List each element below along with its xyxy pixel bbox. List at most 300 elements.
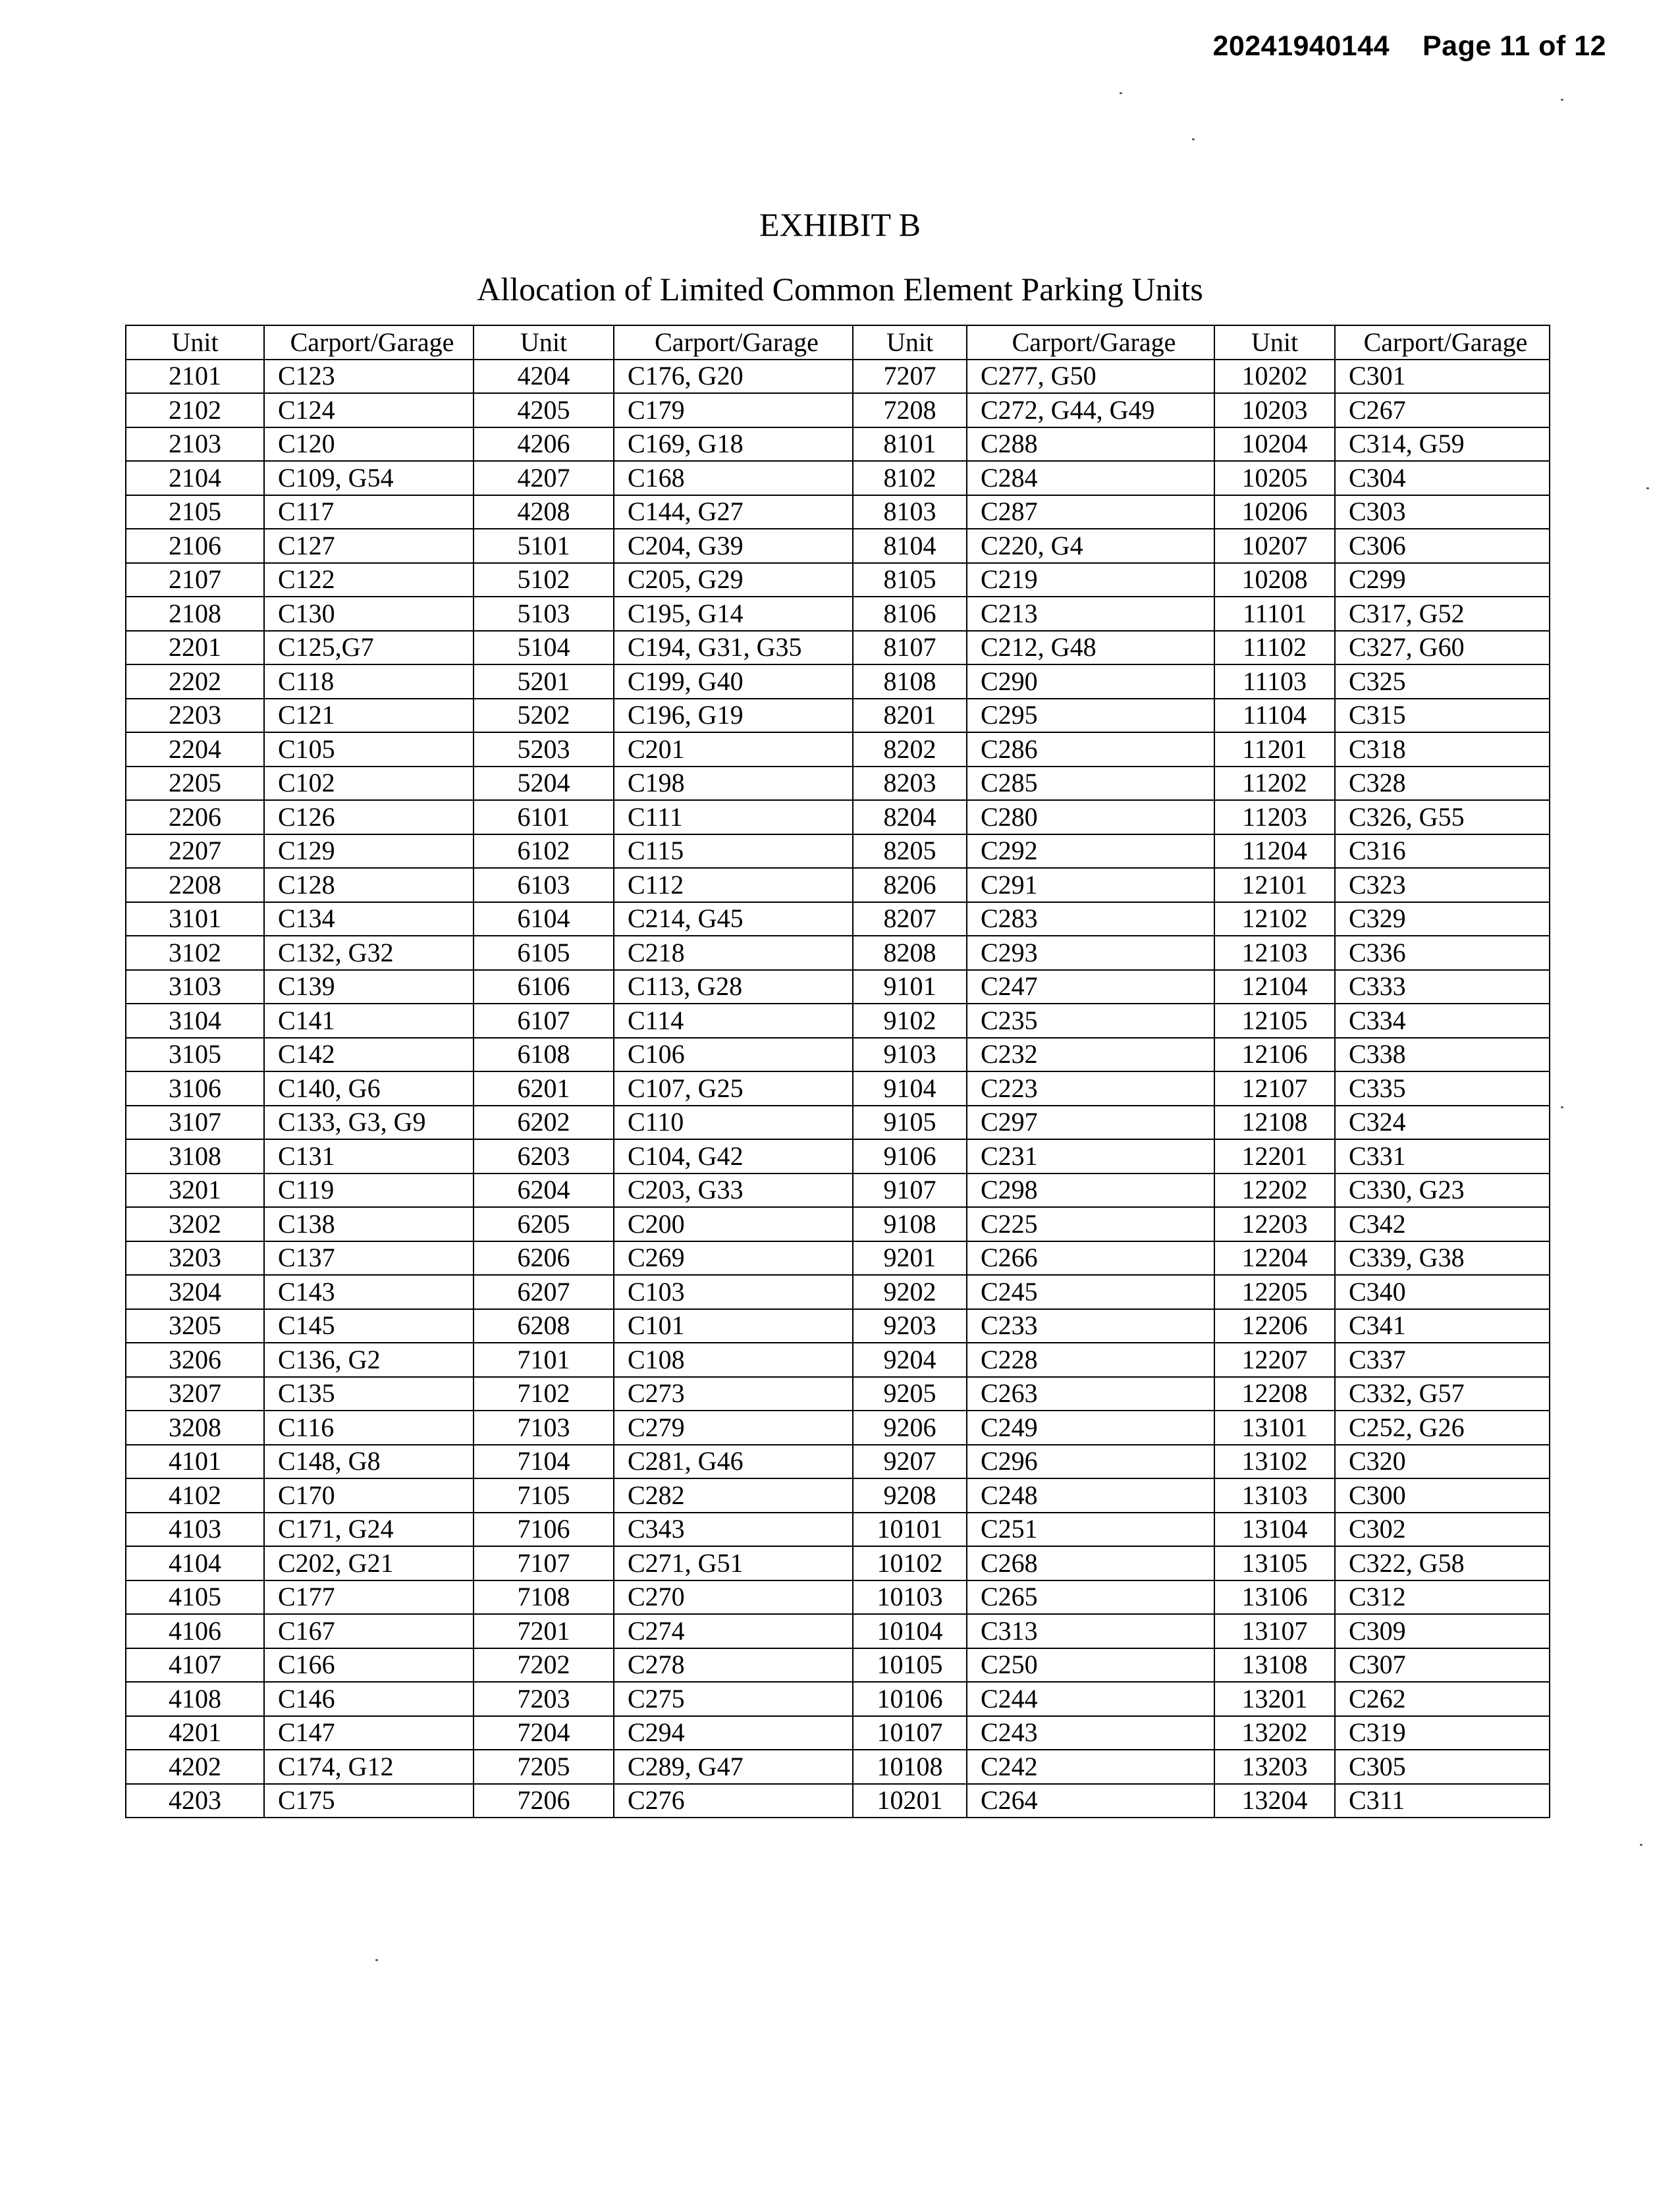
carport-garage-cell: C132, G32 (264, 936, 474, 970)
unit-cell: 8208 (853, 936, 967, 970)
table-row (126, 1411, 1550, 1445)
carport-garage-cell: C143 (264, 1275, 474, 1309)
carport-garage-cell: C116 (264, 1411, 474, 1445)
table-row (126, 1207, 1550, 1241)
unit-cell: 6206 (474, 1241, 614, 1276)
unit-cell: 11203 (1214, 800, 1335, 834)
table-body (126, 360, 1550, 1818)
unit-cell: 4202 (126, 1750, 264, 1784)
unit-cell: 12104 (1214, 970, 1335, 1004)
table-row (126, 1071, 1550, 1106)
unit-cell: 8205 (853, 834, 967, 869)
unit-cell: 11101 (1214, 597, 1335, 631)
unit-cell: 6106 (474, 970, 614, 1004)
unit-cell: 8204 (853, 800, 967, 834)
carport-garage-cell: C126 (264, 800, 474, 834)
unit-cell: 4204 (474, 360, 614, 394)
unit-cell: 3102 (126, 936, 264, 970)
unit-cell: 12203 (1214, 1207, 1335, 1241)
carport-garage-cell: C174, G12 (264, 1750, 474, 1784)
unit-cell: 4208 (474, 495, 614, 529)
carport-garage-cell: C225 (967, 1207, 1214, 1241)
column-header: Carport/Garage (967, 325, 1214, 360)
carport-garage-cell: C195, G14 (614, 597, 853, 631)
unit-cell: 3206 (126, 1343, 264, 1377)
unit-cell: 7201 (474, 1614, 614, 1648)
unit-cell: 11202 (1214, 767, 1335, 801)
table-row (126, 1580, 1550, 1615)
carport-garage-cell: C342 (1335, 1207, 1550, 1241)
carport-garage-cell: C218 (614, 936, 853, 970)
table-row (126, 970, 1550, 1004)
carport-garage-cell: C263 (967, 1377, 1214, 1411)
carport-garage-cell: C213 (967, 597, 1214, 631)
unit-cell: 2108 (126, 597, 264, 631)
carport-garage-cell: C141 (264, 1004, 474, 1038)
carport-garage-cell: C111 (614, 800, 853, 834)
unit-cell: 10205 (1214, 461, 1335, 495)
carport-garage-cell: C121 (264, 699, 474, 733)
unit-cell: 10107 (853, 1716, 967, 1750)
carport-garage-cell: C289, G47 (614, 1750, 853, 1784)
unit-cell: 10105 (853, 1648, 967, 1683)
unit-cell: 2107 (126, 563, 264, 597)
unit-cell: 4104 (126, 1546, 264, 1580)
carport-garage-cell: C167 (264, 1614, 474, 1648)
unit-cell: 4203 (126, 1784, 264, 1818)
carport-garage-cell: C333 (1335, 970, 1550, 1004)
unit-cell: 6205 (474, 1207, 614, 1241)
carport-garage-cell: C296 (967, 1445, 1214, 1479)
column-header: Unit (126, 325, 264, 360)
column-header: Carport/Garage (1335, 325, 1550, 360)
unit-cell: 7101 (474, 1343, 614, 1377)
carport-garage-cell: C327, G60 (1335, 631, 1550, 665)
carport-garage-cell: C274 (614, 1614, 853, 1648)
unit-cell: 12101 (1214, 868, 1335, 902)
carport-garage-cell: C245 (967, 1275, 1214, 1309)
unit-cell: 4207 (474, 461, 614, 495)
table-row (126, 1038, 1550, 1072)
unit-cell: 9202 (853, 1275, 967, 1309)
unit-cell: 9102 (853, 1004, 967, 1038)
column-header: Unit (1214, 325, 1335, 360)
carport-garage-cell: C109, G54 (264, 461, 474, 495)
carport-garage-cell: C124 (264, 393, 474, 427)
carport-garage-cell: C247 (967, 970, 1214, 1004)
carport-garage-cell: C251 (967, 1513, 1214, 1547)
carport-garage-cell: C175 (264, 1784, 474, 1818)
carport-garage-cell: C146 (264, 1682, 474, 1716)
unit-cell: 6207 (474, 1275, 614, 1309)
unit-cell: 10201 (853, 1784, 967, 1818)
carport-garage-cell: C103 (614, 1275, 853, 1309)
carport-garage-cell: C135 (264, 1377, 474, 1411)
unit-cell: 4106 (126, 1614, 264, 1648)
unit-cell: 10207 (1214, 529, 1335, 563)
unit-cell: 6208 (474, 1309, 614, 1343)
unit-cell: 13204 (1214, 1784, 1335, 1818)
scan-speck (1192, 138, 1195, 140)
carport-garage-cell: C302 (1335, 1513, 1550, 1547)
carport-garage-cell: C244 (967, 1682, 1214, 1716)
carport-garage-cell: C335 (1335, 1071, 1550, 1106)
unit-cell: 4205 (474, 393, 614, 427)
carport-garage-cell: C243 (967, 1716, 1214, 1750)
exhibit-subtitle: Allocation of Limited Common Element Parking Units (477, 271, 1203, 308)
carport-garage-cell: C268 (967, 1546, 1214, 1580)
carport-garage-cell: C312 (1335, 1580, 1550, 1615)
unit-cell: 3104 (126, 1004, 264, 1038)
carport-garage-cell: C293 (967, 936, 1214, 970)
unit-cell: 2207 (126, 834, 264, 869)
unit-cell: 8106 (853, 597, 967, 631)
carport-garage-cell: C334 (1335, 1004, 1550, 1038)
table-row (126, 1750, 1550, 1784)
column-header: Unit (853, 325, 967, 360)
unit-cell: 13108 (1214, 1648, 1335, 1683)
carport-garage-cell: C136, G2 (264, 1343, 474, 1377)
table-row (126, 631, 1550, 665)
carport-garage-cell: C287 (967, 495, 1214, 529)
carport-garage-cell: C142 (264, 1038, 474, 1072)
carport-garage-cell: C107, G25 (614, 1071, 853, 1106)
carport-garage-cell: C127 (264, 529, 474, 563)
carport-garage-cell: C248 (967, 1478, 1214, 1513)
unit-cell: 2202 (126, 664, 264, 699)
table-row (126, 1478, 1550, 1513)
unit-cell: 7203 (474, 1682, 614, 1716)
carport-garage-cell: C337 (1335, 1343, 1550, 1377)
carport-garage-cell: C328 (1335, 767, 1550, 801)
unit-cell: 6102 (474, 834, 614, 869)
carport-garage-cell: C122 (264, 563, 474, 597)
carport-garage-cell: C278 (614, 1648, 853, 1683)
carport-garage-cell: C102 (264, 767, 474, 801)
document-stamp (1212, 30, 1606, 63)
unit-cell: 8105 (853, 563, 967, 597)
table-row (126, 1106, 1550, 1140)
unit-cell: 7205 (474, 1750, 614, 1784)
carport-garage-cell: C277, G50 (967, 360, 1214, 394)
unit-cell: 7104 (474, 1445, 614, 1479)
carport-garage-cell: C219 (967, 563, 1214, 597)
unit-cell: 10106 (853, 1682, 967, 1716)
unit-cell: 6104 (474, 902, 614, 936)
scan-speck (1120, 92, 1122, 94)
carport-garage-cell: C341 (1335, 1309, 1550, 1343)
unit-cell: 9205 (853, 1377, 967, 1411)
carport-garage-cell: C119 (264, 1173, 474, 1208)
unit-cell: 5201 (474, 664, 614, 699)
table-row (126, 664, 1550, 699)
carport-garage-cell: C179 (614, 393, 853, 427)
unit-cell: 3205 (126, 1309, 264, 1343)
carport-garage-cell: C101 (614, 1309, 853, 1343)
unit-cell: 9208 (853, 1478, 967, 1513)
carport-garage-cell: C110 (614, 1106, 853, 1140)
carport-garage-cell: C228 (967, 1343, 1214, 1377)
table-row (126, 495, 1550, 529)
carport-garage-cell: C104, G42 (614, 1139, 853, 1173)
unit-cell: 10202 (1214, 360, 1335, 394)
unit-cell: 13102 (1214, 1445, 1335, 1479)
unit-cell: 11104 (1214, 699, 1335, 733)
unit-cell: 3202 (126, 1207, 264, 1241)
carport-garage-cell: C177 (264, 1580, 474, 1615)
table-row (126, 427, 1550, 462)
unit-cell: 3201 (126, 1173, 264, 1208)
carport-garage-cell: C311 (1335, 1784, 1550, 1818)
unit-cell: 10204 (1214, 427, 1335, 462)
unit-cell: 12207 (1214, 1343, 1335, 1377)
parking-allocation-table (125, 325, 1550, 1818)
carport-garage-cell: C200 (614, 1207, 853, 1241)
carport-garage-cell: C339, G38 (1335, 1241, 1550, 1276)
carport-garage-cell: C170 (264, 1478, 474, 1513)
unit-cell: 13104 (1214, 1513, 1335, 1547)
unit-cell: 9103 (853, 1038, 967, 1072)
carport-garage-cell: C194, G31, G35 (614, 631, 853, 665)
scan-speck (1646, 487, 1649, 489)
unit-cell: 3106 (126, 1071, 264, 1106)
unit-cell: 12204 (1214, 1241, 1335, 1276)
unit-cell: 8101 (853, 427, 967, 462)
carport-garage-cell: C115 (614, 834, 853, 869)
unit-cell: 7105 (474, 1478, 614, 1513)
unit-cell: 3101 (126, 902, 264, 936)
carport-garage-cell: C166 (264, 1648, 474, 1683)
column-header: Carport/Garage (614, 325, 853, 360)
carport-garage-cell: C262 (1335, 1682, 1550, 1716)
table-row (126, 834, 1550, 869)
carport-garage-cell: C316 (1335, 834, 1550, 869)
carport-garage-cell: C220, G4 (967, 529, 1214, 563)
unit-cell: 7202 (474, 1648, 614, 1683)
unit-cell: 7207 (853, 360, 967, 394)
unit-cell: 12208 (1214, 1377, 1335, 1411)
unit-cell: 8104 (853, 529, 967, 563)
carport-garage-cell: C130 (264, 597, 474, 631)
carport-garage-cell: C306 (1335, 529, 1550, 563)
carport-garage-cell: C169, G18 (614, 427, 853, 462)
carport-garage-cell: C286 (967, 732, 1214, 767)
column-header: Carport/Garage (264, 325, 474, 360)
carport-garage-cell: C288 (967, 427, 1214, 462)
table-row (126, 1377, 1550, 1411)
unit-cell: 2103 (126, 427, 264, 462)
unit-cell: 13107 (1214, 1614, 1335, 1648)
unit-cell: 13201 (1214, 1682, 1335, 1716)
unit-cell: 9107 (853, 1173, 967, 1208)
unit-cell: 4105 (126, 1580, 264, 1615)
unit-cell: 3103 (126, 970, 264, 1004)
carport-garage-cell: C294 (614, 1716, 853, 1750)
unit-cell: 12102 (1214, 902, 1335, 936)
unit-cell: 6202 (474, 1106, 614, 1140)
carport-garage-cell: C292 (967, 834, 1214, 869)
unit-cell: 3105 (126, 1038, 264, 1072)
table-row (126, 936, 1550, 970)
carport-garage-cell: C112 (614, 868, 853, 902)
unit-cell: 2106 (126, 529, 264, 563)
scan-speck (1561, 1106, 1563, 1108)
carport-garage-cell: C283 (967, 902, 1214, 936)
table-row (126, 563, 1550, 597)
carport-garage-cell: C123 (264, 360, 474, 394)
unit-cell: 2105 (126, 495, 264, 529)
carport-garage-cell: C249 (967, 1411, 1214, 1445)
unit-cell: 9207 (853, 1445, 967, 1479)
unit-cell: 7103 (474, 1411, 614, 1445)
unit-cell: 13202 (1214, 1716, 1335, 1750)
carport-garage-cell: C117 (264, 495, 474, 529)
unit-cell: 12107 (1214, 1071, 1335, 1106)
carport-garage-cell: C325 (1335, 664, 1550, 699)
carport-garage-cell: C147 (264, 1716, 474, 1750)
unit-cell: 5202 (474, 699, 614, 733)
carport-garage-cell: C317, G52 (1335, 597, 1550, 631)
unit-cell: 7102 (474, 1377, 614, 1411)
carport-garage-cell: C272, G44, G49 (967, 393, 1214, 427)
table-row (126, 1445, 1550, 1479)
unit-cell: 9206 (853, 1411, 967, 1445)
column-header: Unit (474, 325, 614, 360)
table-row (126, 732, 1550, 767)
carport-garage-cell: C322, G58 (1335, 1546, 1550, 1580)
unit-cell: 9204 (853, 1343, 967, 1377)
carport-garage-cell: C275 (614, 1682, 853, 1716)
table-row (126, 1648, 1550, 1683)
carport-garage-cell: C114 (614, 1004, 853, 1038)
unit-cell: 7206 (474, 1784, 614, 1818)
table-row (126, 699, 1550, 733)
carport-garage-cell: C266 (967, 1241, 1214, 1276)
unit-cell: 8107 (853, 631, 967, 665)
carport-garage-cell: C198 (614, 767, 853, 801)
document-number: 20241940144 (1212, 30, 1390, 62)
carport-garage-cell: C282 (614, 1478, 853, 1513)
carport-garage-cell: C332, G57 (1335, 1377, 1550, 1411)
carport-garage-cell: C223 (967, 1071, 1214, 1106)
unit-cell: 6108 (474, 1038, 614, 1072)
carport-garage-cell: C301 (1335, 360, 1550, 394)
unit-cell: 9104 (853, 1071, 967, 1106)
unit-cell: 7108 (474, 1580, 614, 1615)
unit-cell: 13106 (1214, 1580, 1335, 1615)
unit-cell: 4101 (126, 1445, 264, 1479)
carport-garage-cell: C309 (1335, 1614, 1550, 1648)
carport-garage-cell: C131 (264, 1139, 474, 1173)
unit-cell: 6107 (474, 1004, 614, 1038)
unit-cell: 2201 (126, 631, 264, 665)
scan-speck (1561, 99, 1563, 101)
unit-cell: 12106 (1214, 1038, 1335, 1072)
unit-cell: 5204 (474, 767, 614, 801)
unit-cell: 5102 (474, 563, 614, 597)
table-row (126, 1343, 1550, 1377)
unit-cell: 3207 (126, 1377, 264, 1411)
carport-garage-cell: C199, G40 (614, 664, 853, 699)
unit-cell: 6101 (474, 800, 614, 834)
unit-cell: 8203 (853, 767, 967, 801)
carport-garage-cell: C303 (1335, 495, 1550, 529)
carport-garage-cell: C281, G46 (614, 1445, 853, 1479)
carport-garage-cell: C270 (614, 1580, 853, 1615)
scan-speck (375, 1959, 378, 1961)
unit-cell: 10104 (853, 1614, 967, 1648)
table-row (126, 1614, 1550, 1648)
table-row (126, 1275, 1550, 1309)
carport-garage-cell: C336 (1335, 936, 1550, 970)
table-row (126, 767, 1550, 801)
unit-cell: 11204 (1214, 834, 1335, 869)
carport-garage-cell: C205, G29 (614, 563, 853, 597)
unit-cell: 2102 (126, 393, 264, 427)
unit-cell: 12108 (1214, 1106, 1335, 1140)
table-row (126, 1513, 1550, 1547)
unit-cell: 5103 (474, 597, 614, 631)
unit-cell: 10101 (853, 1513, 967, 1547)
table-row (126, 529, 1550, 563)
unit-cell: 8206 (853, 868, 967, 902)
carport-garage-cell: C252, G26 (1335, 1411, 1550, 1445)
unit-cell: 5104 (474, 631, 614, 665)
carport-garage-cell: C267 (1335, 393, 1550, 427)
unit-cell: 9105 (853, 1106, 967, 1140)
unit-cell: 11102 (1214, 631, 1335, 665)
table-row (126, 360, 1550, 394)
carport-garage-cell: C128 (264, 868, 474, 902)
carport-garage-cell: C108 (614, 1343, 853, 1377)
unit-cell: 2206 (126, 800, 264, 834)
carport-garage-cell: C250 (967, 1648, 1214, 1683)
unit-cell: 10102 (853, 1546, 967, 1580)
carport-garage-cell: C140, G6 (264, 1071, 474, 1106)
unit-cell: 4201 (126, 1716, 264, 1750)
table-row (126, 1784, 1550, 1818)
carport-garage-cell: C106 (614, 1038, 853, 1072)
unit-cell: 8103 (853, 495, 967, 529)
carport-garage-cell: C168 (614, 461, 853, 495)
carport-garage-cell: C314, G59 (1335, 427, 1550, 462)
unit-cell: 9108 (853, 1207, 967, 1241)
carport-garage-cell: C318 (1335, 732, 1550, 767)
unit-cell: 5203 (474, 732, 614, 767)
carport-garage-cell: C264 (967, 1784, 1214, 1818)
unit-cell: 2205 (126, 767, 264, 801)
unit-cell: 11201 (1214, 732, 1335, 767)
unit-cell: 3107 (126, 1106, 264, 1140)
carport-garage-cell: C148, G8 (264, 1445, 474, 1479)
unit-cell: 4108 (126, 1682, 264, 1716)
carport-garage-cell: C284 (967, 461, 1214, 495)
carport-garage-cell: C196, G19 (614, 699, 853, 733)
unit-cell: 3203 (126, 1241, 264, 1276)
carport-garage-cell: C129 (264, 834, 474, 869)
unit-cell: 8202 (853, 732, 967, 767)
carport-garage-cell: C171, G24 (264, 1513, 474, 1547)
carport-garage-cell: C290 (967, 664, 1214, 699)
carport-garage-cell: C331 (1335, 1139, 1550, 1173)
carport-garage-cell: C235 (967, 1004, 1214, 1038)
carport-garage-cell: C295 (967, 699, 1214, 733)
carport-garage-cell: C313 (967, 1614, 1214, 1648)
unit-cell: 9106 (853, 1139, 967, 1173)
carport-garage-cell: C120 (264, 427, 474, 462)
unit-cell: 12105 (1214, 1004, 1335, 1038)
carport-garage-cell: C134 (264, 902, 474, 936)
